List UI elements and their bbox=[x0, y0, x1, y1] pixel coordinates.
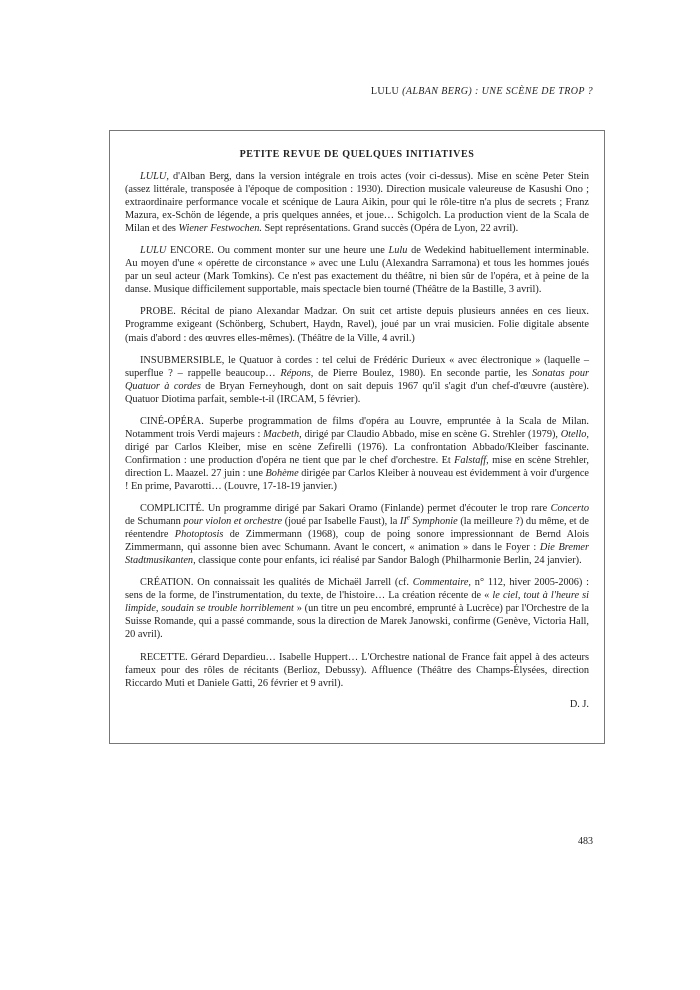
text-fragment: de Wedekind habituellement interminable. Au moyen d'une « opérette de circonstance » avec une Lulu (Alexandra Sarramona) et tous les hommes joués par un seul acteur (Mark Tomkins). Ce n'est pas exactement du théâtre, ni bien sûr de l'opéra, et à peine de la danse. Musique difficilement supportable, mais spectacle bien tourné (Théâtre de la Bastille, 3 avril). bbox=[125, 245, 589, 296]
text-fragment: de Bryan Ferneyhough, dont on sait depuis 1967 qu'il s'agit d'un chef-d'œuvre (austère). Quatuor Diotima parfait, semble-t-il (IRCAM, 5 février). bbox=[125, 380, 589, 405]
author-signature: D. J. bbox=[569, 698, 589, 710]
text-fragment: Sept représentations. Grand succès (Opéra de Lyon, 22 avril). bbox=[261, 223, 519, 235]
text-fragment: LULU bbox=[140, 245, 167, 257]
superscript: e bbox=[406, 513, 410, 522]
text-fragment: ENCORE. Ou comment monter sur une heure une bbox=[166, 245, 389, 257]
paragraph-insubmersible bbox=[125, 354, 589, 406]
text-fragment: Symphonie bbox=[409, 516, 458, 528]
paragraph-creation bbox=[125, 576, 589, 641]
text-fragment: CINÉ-OPÉRA. Superbe programmation de films d'opéra au Louvre, empruntée à la Scala de Milan. Notamment trois Verdi majeurs : bbox=[125, 415, 589, 440]
running-head-title: LULU bbox=[370, 86, 403, 97]
running-head bbox=[371, 86, 593, 97]
paragraph-recette bbox=[125, 651, 589, 690]
text-fragment: (joué par Isabelle Faust), la bbox=[282, 516, 400, 528]
text-fragment: de Pierre Boulez, 1980). En seconde partie, les bbox=[313, 367, 533, 379]
text-fragment: LULU, bbox=[140, 171, 169, 182]
text-fragment: le ciel, tout à l'heure si limpide, soudain se trouble horriblement bbox=[125, 590, 589, 615]
text-fragment: Sonatas pour Quatuor à cordes bbox=[125, 367, 589, 392]
sidebar-box bbox=[109, 130, 605, 744]
text-fragment: II bbox=[399, 516, 407, 528]
text-fragment: dirigée par Carlos Kleiber à nouveau est évidemment à voir d'urgence ! En prime, Pavarotti… (Louvre, 17-18-19 janvier.) bbox=[125, 467, 589, 492]
text-fragment: Otello, bbox=[560, 428, 589, 440]
box-title: PETITE REVUE DE QUELQUES INITIATIVES bbox=[239, 149, 475, 160]
text-fragment: classique conte pour enfants, ici réalisé par Sandor Balogh (Philharmonie Berlin, 24 janvier). bbox=[195, 555, 582, 567]
text-fragment: PROBE. Récital de piano Alexandar Madzar. On suit cet artiste depuis plusieurs années en ces lieux. Programme exigeant (Schönberg, Schubert, Haydn, Ravel), joué par un vrai musicien. Folie digitale absente (mais d'abord : des œuvres elles-mêmes). (Théâtre de la Ville, 4 avril.) bbox=[125, 306, 589, 344]
paragraph-probe bbox=[125, 305, 589, 344]
text-fragment: Bohème bbox=[265, 467, 299, 479]
text-fragment: (la meilleure ?) du même, et de réentendre bbox=[125, 516, 589, 541]
text-fragment: n° 112, hiver 2005-2006) : sens de la forme, de l'instrumentation, du texte, de l'histoire… La création récente de « bbox=[125, 577, 590, 602]
text-fragment: INSUBMERSIBLE, le Quatuor à cordes : tel celui de Frédéric Durieux « avec électronique » (laquelle – superflue ? – rappelle beaucoup… bbox=[125, 354, 589, 379]
paragraph-cine-opera bbox=[125, 415, 589, 493]
text-fragment: Falstaff, bbox=[454, 454, 489, 466]
text-fragment: d'Alban Berg, dans la version intégrale en trois actes (voir ci-dessus). Mise en scène Peter Stein (assez littérale, transposée à l'époque de composition : 1930). Direction musicale valeureuse de Kasushi Ono ; extraordinaire performance vocale et scénique de Laura Aikin, pour qui le rôle-titre n'a plus de secrets ; Franz Mazura, ex-Schön de légende, a pris quelques années, et joue… Schigolch. La production vient de la Scala de Milan et des bbox=[125, 171, 589, 235]
paragraph-lulu-encore bbox=[125, 244, 589, 296]
page-number: 483 bbox=[578, 836, 593, 847]
text-fragment: mise en scène Strehler, direction L. Maazel. 27 juin : une bbox=[125, 454, 589, 479]
text-fragment: CRÉATION. On connaissait les qualités de Michaël Jarrell (cf. bbox=[140, 577, 413, 589]
text-fragment: de Schumann bbox=[125, 516, 184, 528]
text-fragment: Macbeth, bbox=[263, 428, 302, 440]
text-fragment: Photoptosis bbox=[174, 529, 224, 541]
text-fragment: de Zimmermann (1968), coup de poing sonore impressionnant de Bernd Alois Zimmermann, qui assonne bien avec Schumann. Avant le concert, « animation » dans le Foyer : bbox=[125, 529, 589, 554]
text-fragment: Concerto bbox=[550, 503, 589, 515]
text-fragment: Die Bremer Stadtmusikanten, bbox=[125, 542, 589, 567]
text-fragment: pour violon et orchestre bbox=[183, 516, 283, 528]
text-fragment: COMPLICITÉ. Un programme dirigé par Sakari Oramo (Finlande) permet d'écouter le trop rare bbox=[140, 503, 551, 515]
paragraph-lulu bbox=[125, 170, 589, 235]
running-head-subtitle: (ALBAN BERG) : UNE SCÈNE DE TROP ? bbox=[402, 86, 593, 97]
text-fragment: dirigé par Carlos Kleiber, mise en scène Zefirelli (1976). La confrontation Abbado/Kleiber fascinante. Confirmation : une production d'opéra ne tient que par le chef d'orchestre. Et bbox=[125, 441, 589, 466]
text-fragment: dirigé par Claudio Abbado, mise en scène G. Strehler (1979), bbox=[301, 428, 561, 440]
text-fragment: Commentaire, bbox=[412, 577, 471, 589]
paragraph-complicite bbox=[125, 502, 589, 567]
text-fragment: Wiener Festwochen. bbox=[178, 223, 262, 235]
text-fragment: RECETTE. Gérard Depardieu… Isabelle Huppert… L'Orchestre national de France fait appel à des acteurs fameux pour des rôles de récitants (Berlioz, Debussy). Affluence (Théâtre des Champs-Élysées, direction Riccardo Muti et Daniele Gatti, 26 février et 9 avril). bbox=[125, 651, 589, 689]
text-fragment: Répons, bbox=[280, 367, 314, 379]
text-fragment: » (un titre un peu encombré, emprunté à Lucrèce) par l'Orchestre de la Suisse Romande, qui a passé commande, sous la direction de Marek Janowski, confirme (Genève, Victoria Hall, 20 avril). bbox=[125, 603, 589, 641]
text-fragment: Lulu bbox=[388, 245, 408, 257]
